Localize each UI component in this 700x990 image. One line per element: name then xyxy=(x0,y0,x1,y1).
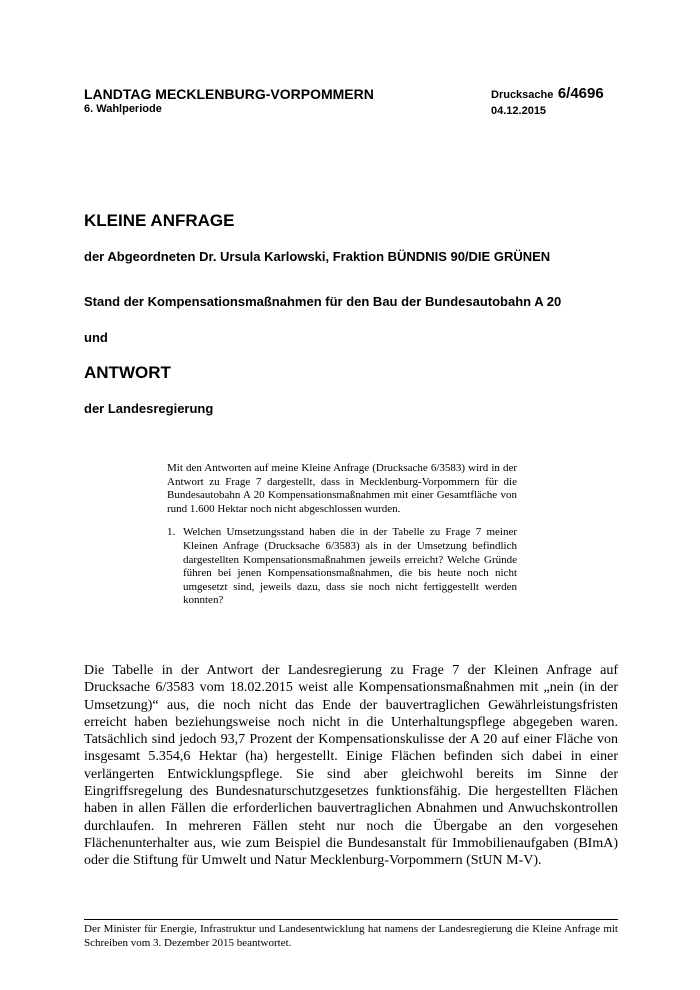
footer-divider xyxy=(84,919,618,920)
answer-text: Die Tabelle in der Antwort der Landesregierung zu Frage 7 der Kleinen Anfrage auf Drucksache 6/3583 vom 18.02.2015 weist alle Kompensationsmaßnahmen mit „nein (in der Umsetzung)“ aus, die noch nicht das Ende der bauvertraglichen Gewährleistungsfristen erreicht haben beziehungsweise noch nicht in die Unterhaltungspflege abgegeben waren. Tatsächlich sind jedoch 93,7 Prozent der Kompensationskulisse der A 20 auf einer Fläche von insgesamt 5.354,6 Hektar (ha) hergestellt. Einige Flächen befinden sich dabei in einer verlängerten Entwicklungspflege. Sie sind aber gleichwohl bereits im Sinne der Eingriffsregelung des Bundesnaturschutzgesetzes funktionsfähig. Die hergestellten Flächen haben in allen Fällen die erforderlichen bauvertraglichen Abnahmen und Anwuchskontrollen durchlaufen. In mehreren Fällen steht nur noch die Übergabe an den vorgesehen Flächenunterhalter aus, wie zum Beispiel die Bundesanstalt für Immobilienaufgaben (BImA) oder die Stiftung für Umwelt und Natur Mecklenburg-Vorpommern (StUN M-V). xyxy=(84,663,618,869)
answer-heading: ANTWORT xyxy=(84,363,171,382)
parliament-name: LANDTAG MECKLENBURG-VORPOMMERN xyxy=(84,86,374,102)
document-date: 04.12.2015 xyxy=(491,105,547,117)
question-text: Welchen Umsetzungsstand haben die in der Tabelle zu Frage 7 meiner Kleinen Anfrage (Drucksache 6/3583) als in der Umsetzung befindlich dargestellten Kompensationsmaßnahmen jeweils erreicht? Welche Gründe führen bei jenen Kompensationsmaßnahmen, die bis heute noch nicht umgesetzt sind, jeweils dazu, dass sie noch nicht fertiggestellt werden konnten? xyxy=(183,526,517,607)
drucksache-label: Drucksache xyxy=(491,89,554,101)
document-header-right xyxy=(491,85,631,118)
drucksache-line xyxy=(491,85,631,103)
question-block xyxy=(167,462,517,608)
drucksache-number: 6/4696 xyxy=(557,85,604,102)
inquiry-type-heading: KLEINE ANFRAGE xyxy=(84,211,235,230)
answer-by: der Landesregierung xyxy=(84,401,214,416)
inquiry-subject: Stand der Kompensationsmaßnahmen für den Bau der Bundesautobahn A 20 xyxy=(84,294,562,309)
inquiry-author: der Abgeordneten Dr. Ursula Karlowski, Fraktion BÜNDNIS 90/DIE GRÜNEN xyxy=(84,249,551,264)
inquiry-conjunction: und xyxy=(84,330,108,345)
question-number: 1. xyxy=(167,526,176,539)
footer-note: Der Minister für Energie, Infrastruktur und Landesentwicklung hat namens der Landesregierung die Kleine Anfrage mit Schreiben vom 3. Dezember 2015 beantwortet. xyxy=(84,923,618,949)
list-item xyxy=(167,526,517,608)
legislative-period: 6. Wahlperiode xyxy=(84,103,162,115)
question-intro: Mit den Antworten auf meine Kleine Anfrage (Drucksache 6/3583) wird in der Antwort zu Frage 7 dargestellt, dass in Mecklenburg-Vorpommern für die Bundesautobahn A 20 Kompensationsmaßnahmen mit einer Gesamtfläche von rund 1.600 Hektar noch nicht abgeschlossen wurden. xyxy=(167,462,517,515)
document-header-left xyxy=(84,86,484,116)
